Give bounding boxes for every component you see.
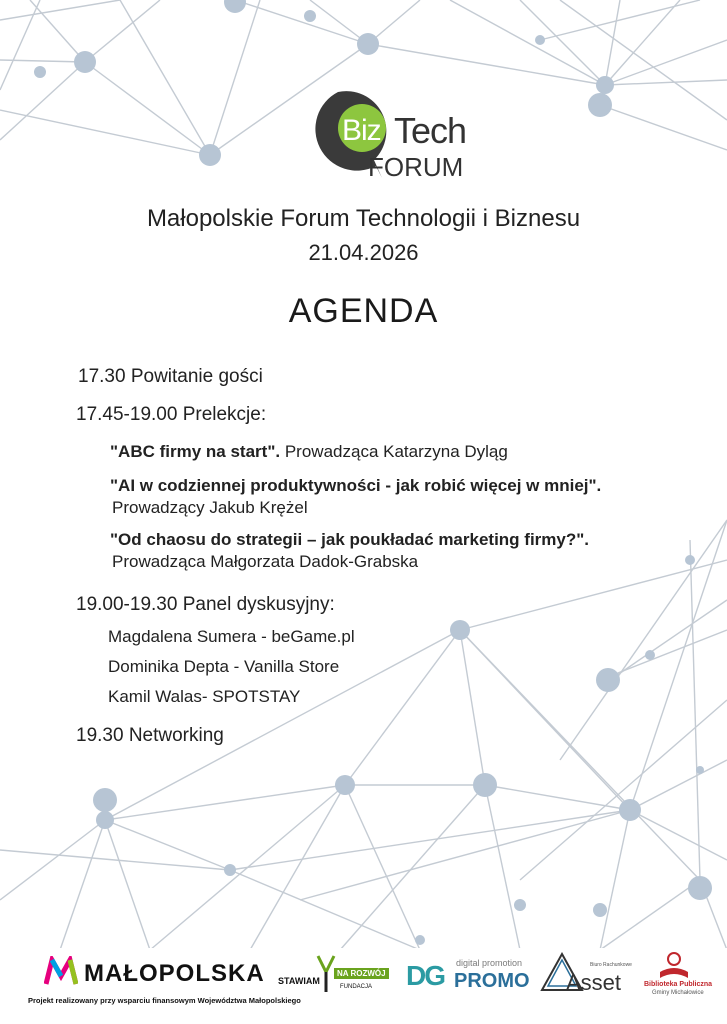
library-name: Biblioteka Publiczna — [644, 981, 713, 988]
dg-logo-text: DG — [406, 960, 444, 991]
talk1-host: Prowadząca Katarzyna Dyląg — [284, 442, 508, 461]
dg-small-text: digital promotion — [456, 958, 523, 968]
stawiam-text: STAWIAM — [278, 976, 320, 986]
agenda-talk2-title — [110, 476, 601, 496]
event-date: 21.04.2026 — [308, 240, 419, 265]
logo-forum-text: FORUM — [368, 152, 464, 182]
malopolska-m-icon — [44, 956, 78, 986]
talk2-title: "AI w codziennej produktywności - jak robić więcej w mniej". — [110, 476, 602, 495]
agenda-heading: AGENDA — [288, 292, 439, 330]
malopolska-note: Projekt realizowany przy wsparciu finansowym Województwa Małopolskiego — [28, 996, 301, 1005]
talk3-host: Prowadząca Małgorzata Dadok-Grabska — [112, 552, 419, 571]
asset-small-text: Biuro Rachunkowe — [590, 962, 632, 968]
biztech-forum-logo — [290, 86, 480, 186]
library-book-icon — [658, 950, 690, 980]
agenda-welcome: 17.30 Powitanie gości — [78, 366, 263, 387]
dg-promo-text: PROMO — [454, 970, 530, 992]
agenda-talk3-title — [110, 530, 589, 550]
library-gmina: Gminy Michałowice — [652, 990, 704, 996]
panelist-item: Magdalena Sumera - beGame.pl — [108, 627, 355, 646]
malopolska-name: MAŁOPOLSKA — [84, 960, 265, 987]
sponsor-footer — [0, 948, 727, 1024]
logo-biz-text: Biz — [342, 114, 381, 147]
agenda-talk1 — [110, 442, 508, 462]
na-rozwoj-text: NA ROZWÓJ — [334, 968, 389, 979]
agenda-networking: 19.30 Networking — [76, 725, 224, 746]
talk1-title: "ABC firmy na start". — [110, 442, 281, 461]
agenda-panel-header: 19.00-19.30 Panel dyskusyjny: — [76, 594, 335, 615]
asset-text: Asset — [566, 970, 622, 995]
event-title: Małopolskie Forum Technologii i Biznesu — [146, 205, 581, 232]
logo-tech-text: Tech — [394, 110, 467, 151]
talk2-host: Prowadzący Jakub Krężel — [112, 498, 308, 517]
panelist-item: Kamil Walas- SPOTSTAY — [108, 687, 301, 706]
panelist-item: Dominika Depta - Vanilla Store — [108, 657, 340, 676]
agenda-talks-header: 17.45-19.00 Prelekcje: — [76, 404, 267, 425]
talk3-title: "Od chaosu do strategii – jak poukładać marketing firmy?". — [110, 530, 590, 549]
fundacja-text: FUNDACJA — [340, 984, 373, 990]
